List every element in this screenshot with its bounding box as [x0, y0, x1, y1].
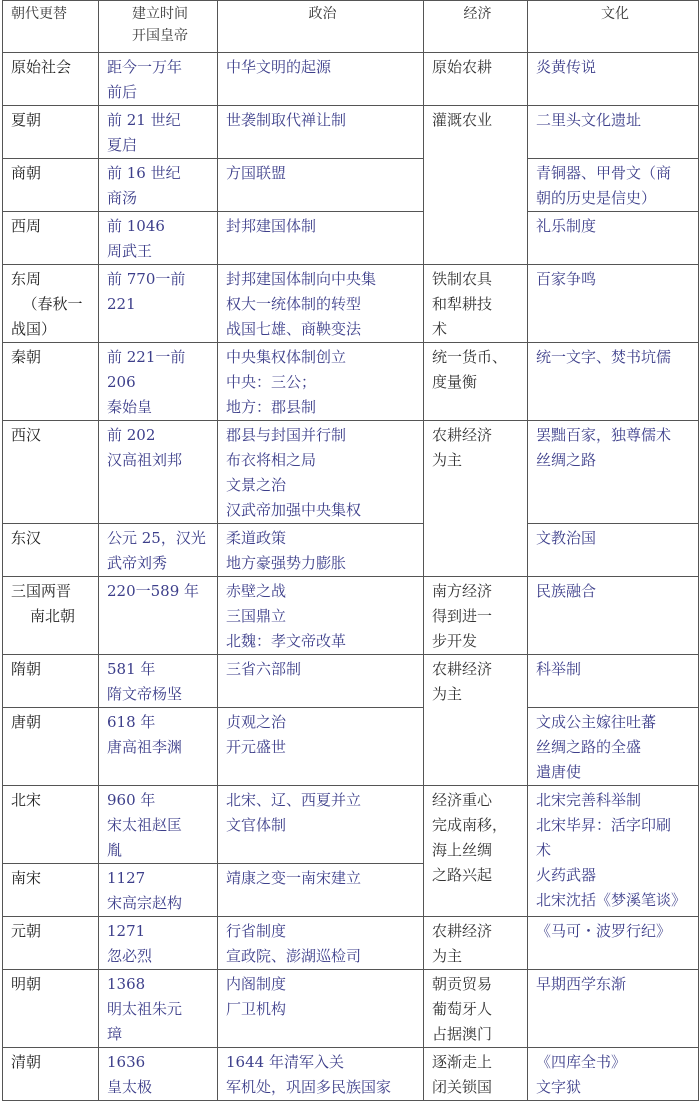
- politics-line: 郡县与封国并行制: [226, 426, 347, 444]
- dynasty-name: [3, 106, 99, 159]
- politics: [218, 524, 424, 577]
- dynasty-name: [3, 864, 99, 917]
- founding-time: [99, 421, 218, 524]
- economy-line: 之路兴起: [432, 866, 493, 884]
- founding-time-line: 商汤: [107, 189, 138, 207]
- politics: [218, 421, 424, 524]
- culture-line: 礼乐制度: [536, 217, 597, 235]
- economy-line: 为主: [432, 685, 463, 703]
- culture-line: 北宋完善科举制: [536, 791, 642, 809]
- table-row: [3, 786, 699, 864]
- founding-time: [99, 265, 218, 343]
- header-row: [3, 1, 699, 53]
- dynasty-name-line: 战国）: [11, 320, 57, 338]
- founding-time-line: 公元 25，汉光: [107, 529, 206, 547]
- politics-line: 宣政院、澎湖巡检司: [226, 947, 362, 965]
- politics-line: 三省六部制: [226, 660, 302, 678]
- culture: [528, 786, 699, 917]
- economy-line: 完成南移，: [432, 816, 508, 834]
- politics-line: 地方豪强势力膨胀: [226, 554, 347, 572]
- dynasty-name-line: 商朝: [11, 164, 42, 182]
- economy-line: 逐渐走上: [432, 1053, 493, 1071]
- table-row: [3, 524, 699, 577]
- founding-time-line: 221: [107, 295, 136, 313]
- founding-time: [99, 577, 218, 655]
- politics: [218, 212, 424, 265]
- dynasty-name-line: 原始社会: [11, 58, 72, 76]
- dynasty-name: [3, 53, 99, 106]
- politics-line: 北魏：孝文帝改革: [226, 632, 347, 650]
- economy-line: 术: [432, 320, 448, 338]
- politics-line: 开元盛世: [226, 738, 287, 756]
- culture: [528, 524, 699, 577]
- politics: [218, 786, 424, 864]
- culture-line: 青铜器、甲骨文（商: [536, 164, 672, 182]
- founding-time-line: 前 16 世纪: [107, 164, 181, 182]
- economy-line: 为主: [432, 947, 463, 965]
- economy-line: 经济重心: [432, 791, 493, 809]
- dynasty-name: [3, 212, 99, 265]
- economy-line: 和犁耕技: [432, 295, 493, 313]
- header-time: 建立时间 开国皇帝: [99, 1, 218, 53]
- founding-time: [99, 655, 218, 708]
- culture: [528, 106, 699, 159]
- culture: [528, 917, 699, 970]
- dynasty-name: [3, 786, 99, 864]
- politics: [218, 265, 424, 343]
- dynasty-name: [3, 159, 99, 212]
- politics-line: 方国联盟: [226, 164, 287, 182]
- table-row: [3, 212, 699, 265]
- founding-time-line: 1636: [107, 1053, 146, 1071]
- economy: [424, 106, 528, 265]
- politics-line: 封邦建国体制向中央集: [226, 270, 377, 288]
- economy-line: 占据澳门: [432, 1025, 493, 1043]
- table-row: [3, 53, 699, 106]
- founding-time: [99, 1048, 218, 1101]
- founding-time: [99, 917, 218, 970]
- economy-line: 铁制农具: [432, 270, 493, 288]
- dynasty-name: [3, 524, 99, 577]
- founding-time-line: 周武王: [107, 242, 153, 260]
- culture: [528, 421, 699, 524]
- founding-time-line: 夏启: [107, 136, 138, 154]
- economy-line: 得到进一: [432, 607, 493, 625]
- culture: [528, 212, 699, 265]
- founding-time-line: 秦始皇: [107, 398, 153, 416]
- founding-time-line: 隋文帝杨坚: [107, 685, 183, 703]
- economy: [424, 1048, 528, 1101]
- dynasty-name-line: 西汉: [11, 426, 42, 444]
- culture-line: 罢黜百家，独尊儒术: [536, 426, 672, 444]
- economy: [424, 343, 528, 421]
- dynasty-name-line: 唐朝: [11, 713, 42, 731]
- founding-time-line: 220一589 年: [107, 582, 200, 600]
- founding-time-line: 距今一万年: [107, 58, 183, 76]
- table-row: [3, 106, 699, 159]
- culture-line: 火药武器: [536, 866, 597, 884]
- dynasty-name-line: 北宋: [11, 791, 42, 809]
- politics-line: 靖康之变一南宋建立: [226, 869, 362, 887]
- politics: [218, 917, 424, 970]
- culture: [528, 265, 699, 343]
- culture: [528, 655, 699, 708]
- economy: [424, 786, 528, 917]
- politics-line: 文景之治: [226, 476, 287, 494]
- dynasty-name-line: 明朝: [11, 975, 42, 993]
- politics-line: 行省制度: [226, 922, 287, 940]
- culture: [528, 343, 699, 421]
- dynasty-name: [3, 343, 99, 421]
- culture-line: 朝的历史是信史）: [536, 189, 657, 207]
- dynasty-name: [3, 1048, 99, 1101]
- founding-time-line: 1368: [107, 975, 146, 993]
- dynasty-name-line: 西周: [11, 217, 42, 235]
- founding-time: [99, 864, 218, 917]
- politics-line: 中央：三公；: [226, 373, 317, 391]
- table-row: [3, 708, 699, 786]
- politics-line: 厂卫机构: [226, 1000, 287, 1018]
- table-row: [3, 970, 699, 1048]
- politics: [218, 343, 424, 421]
- founding-time-line: 前 770一前: [107, 270, 186, 288]
- founding-time-line: 明太祖朱元: [107, 1000, 183, 1018]
- founding-time-line: 忽必烈: [107, 947, 153, 965]
- dynasty-name: [3, 917, 99, 970]
- politics-line: 三国鼎立: [226, 607, 287, 625]
- header-culture: 文化: [528, 1, 699, 53]
- economy-line: 农耕经济: [432, 922, 493, 940]
- economy-line: 南方经济: [432, 582, 493, 600]
- dynasty-name-line: 东汉: [11, 529, 42, 547]
- founding-time-line: 206: [107, 373, 136, 391]
- founding-time-line: 960 年: [107, 791, 156, 809]
- economy: [424, 421, 528, 577]
- culture-line: 丝绸之路的全盛: [536, 738, 642, 756]
- culture-line: 《马可・波罗行纪》: [536, 922, 672, 940]
- dynasty-name-line: 隋朝: [11, 660, 42, 678]
- table-row: [3, 577, 699, 655]
- founding-time: [99, 708, 218, 786]
- dynasty-name-line: 夏朝: [11, 111, 42, 129]
- founding-time-line: 1127: [107, 869, 146, 887]
- founding-time-line: 前 221一前: [107, 348, 186, 366]
- politics: [218, 708, 424, 786]
- culture: [528, 1048, 699, 1101]
- dynasty-name: [3, 421, 99, 524]
- culture-line: 丝绸之路: [536, 451, 597, 469]
- dynasty-name: [3, 708, 99, 786]
- founding-time-line: 武帝刘秀: [107, 554, 168, 572]
- founding-time: [99, 53, 218, 106]
- politics-line: 汉武帝加强中央集权: [226, 501, 362, 519]
- economy-line: 朝贡贸易: [432, 975, 493, 993]
- politics-line: 权大一统体制的转型: [226, 295, 362, 313]
- dynasty-name: [3, 577, 99, 655]
- founding-time-line: 胤: [107, 841, 123, 859]
- founding-time-line: 唐高祖李渊: [107, 738, 183, 756]
- culture-line: 民族融合: [536, 582, 597, 600]
- politics: [218, 106, 424, 159]
- politics-line: 贞观之治: [226, 713, 287, 731]
- economy: [424, 265, 528, 343]
- dynasty-table: [2, 0, 699, 1101]
- politics-line: 北宋、辽、西夏并立: [226, 791, 362, 809]
- economy-line: 灌溉农业: [432, 111, 493, 129]
- founding-time: [99, 159, 218, 212]
- culture: [528, 577, 699, 655]
- table-row: [3, 1048, 699, 1101]
- founding-time-line: 璋: [107, 1025, 123, 1043]
- politics-line: 地方：郡县制: [226, 398, 317, 416]
- economy-line: 统一货币、: [432, 348, 508, 366]
- dynasty-name-line: 南宋: [11, 869, 42, 887]
- founding-time-line: 前 21 世纪: [107, 111, 181, 129]
- founding-time: [99, 212, 218, 265]
- culture: [528, 53, 699, 106]
- dynasty-name: [3, 970, 99, 1048]
- dynasty-name-line: 三国两晋: [11, 582, 72, 600]
- founding-time: [99, 343, 218, 421]
- culture-line: 术: [536, 841, 552, 859]
- dynasty-name-line: （春秋一: [22, 295, 83, 313]
- politics-line: 军机处，巩固多民族国家: [226, 1078, 392, 1096]
- table-row: [3, 655, 699, 708]
- politics: [218, 577, 424, 655]
- dynasty-name-line: 元朝: [11, 922, 42, 940]
- culture-line: 统一文字、焚书坑儒: [536, 348, 672, 366]
- header-economy: 经济: [424, 1, 528, 53]
- culture: [528, 970, 699, 1048]
- culture: [528, 708, 699, 786]
- politics-line: 中华文明的起源: [226, 58, 332, 76]
- politics-line: 布衣将相之局: [226, 451, 317, 469]
- founding-time: [99, 970, 218, 1048]
- culture: [528, 159, 699, 212]
- founding-time-line: 前后: [107, 83, 138, 101]
- economy-line: 度量衡: [432, 373, 478, 391]
- dynasty-name: [3, 655, 99, 708]
- culture-line: 百家争鸣: [536, 270, 597, 288]
- politics-line: 封邦建国体制: [226, 217, 317, 235]
- culture-line: 文字狱: [536, 1078, 582, 1096]
- founding-time-line: 1271: [107, 922, 146, 940]
- economy: [424, 970, 528, 1048]
- founding-time-line: 汉高祖刘邦: [107, 451, 183, 469]
- politics: [218, 1048, 424, 1101]
- table-row: [3, 159, 699, 212]
- founding-time-line: 皇太极: [107, 1078, 153, 1096]
- politics-line: 赤壁之战: [226, 582, 287, 600]
- table-body: [3, 53, 699, 1101]
- table-row: [3, 265, 699, 343]
- header-politics: 政治: [218, 1, 424, 53]
- politics: [218, 864, 424, 917]
- politics-line: 1644 年清军入关: [226, 1053, 344, 1071]
- founding-time-line: 前 1046: [107, 217, 165, 235]
- founding-time-line: 前 202: [107, 426, 156, 444]
- politics-line: 柔道政策: [226, 529, 287, 547]
- economy-line: 农耕经济: [432, 660, 493, 678]
- politics: [218, 53, 424, 106]
- founding-time-line: 宋高宗赵构: [107, 894, 183, 912]
- founding-time-line: 581 年: [107, 660, 156, 678]
- economy-line: 为主: [432, 451, 463, 469]
- economy-line: 闭关锁国: [432, 1078, 493, 1096]
- culture-line: 遣唐使: [536, 763, 582, 781]
- economy-line: 葡萄牙人: [432, 1000, 493, 1018]
- politics: [218, 159, 424, 212]
- dynasty-name-line: 东周: [11, 270, 42, 288]
- economy-line: 步开发: [432, 632, 478, 650]
- economy: [424, 577, 528, 655]
- politics-line: 内阁制度: [226, 975, 287, 993]
- culture-line: 早期西学东渐: [536, 975, 627, 993]
- economy-line: 农耕经济: [432, 426, 493, 444]
- politics-line: 文官体制: [226, 816, 287, 834]
- politics: [218, 970, 424, 1048]
- dynasty-name-line: 南北朝: [29, 607, 75, 625]
- culture-line: 文教治国: [536, 529, 597, 547]
- economy-line: 原始农耕: [432, 58, 493, 76]
- economy: [424, 655, 528, 786]
- economy: [424, 917, 528, 970]
- table-row: [3, 343, 699, 421]
- founding-time: [99, 786, 218, 864]
- culture-line: 《四库全书》: [536, 1053, 627, 1071]
- table-row: [3, 917, 699, 970]
- founding-time-line: 宋太祖赵匡: [107, 816, 183, 834]
- culture-line: 文成公主嫁往吐蕃: [536, 713, 657, 731]
- politics: [218, 655, 424, 708]
- culture-line: 北宋毕昇：活字印刷: [536, 816, 672, 834]
- culture-line: 炎黄传说: [536, 58, 597, 76]
- culture-line: 北宋沈括《梦溪笔谈》: [536, 891, 687, 909]
- table-row: [3, 421, 699, 524]
- politics-line: 战国七雄、商鞅变法: [226, 320, 362, 338]
- culture-line: 二里头文化遗址: [536, 111, 642, 129]
- culture-line: 科举制: [536, 660, 582, 678]
- dynasty-name: [3, 265, 99, 343]
- dynasty-name-line: 清朝: [11, 1053, 42, 1071]
- economy-line: 海上丝绸: [432, 841, 493, 859]
- header-dynasty: 朝代更替: [3, 1, 99, 53]
- founding-time: [99, 106, 218, 159]
- politics-line: 世袭制取代禅让制: [226, 111, 347, 129]
- founding-time: [99, 524, 218, 577]
- economy: [424, 53, 528, 106]
- dynasty-name-line: 秦朝: [11, 348, 42, 366]
- politics-line: 中央集权体制创立: [226, 348, 347, 366]
- founding-time-line: 618 年: [107, 713, 156, 731]
